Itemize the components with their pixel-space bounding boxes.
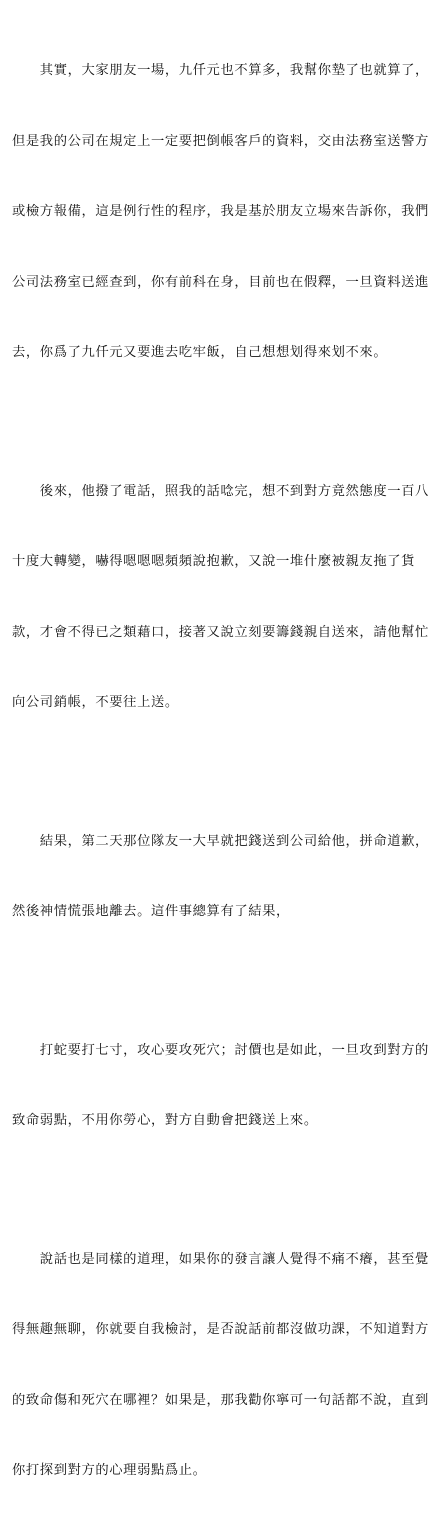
paragraph-4 [12,992,429,1180]
paragraph-1 [12,12,429,412]
paragraph-5 [12,1201,429,1530]
text-line: 打蛇要打七寸，攻心要攻死穴；討價也是如此，一旦攻到對方的 [12,1042,429,1058]
paragraph-spacer [12,762,417,783]
text-line: 去，你爲了九仟元又要進去吃牢飯，自己想想划得來划不來。 [12,345,388,360]
text-line: 十度大轉變，嚇得嗯嗯嗯頻頻說抱歉，又說一堆什麼被親友拖了貨 [12,554,416,569]
text-line: 結果，第二天那位隊友一大早就把錢送到公司給他，拼命道歉， [12,833,429,849]
text-line: 其實，大家朋友一場，九仟元也不算多，我幫你墊了也就算了， [12,63,429,78]
text-line: 致命弱點，不用你勞心，對方自動會把錢送上來。 [12,1113,318,1128]
text-line: 款，才會不得已之類藉口，接著又說立刻要籌錢親自送來，請他幫忙 [12,624,429,640]
paragraph-2 [12,433,429,762]
text-line: 的致命傷和死穴在哪裡？如果是，那我勸你寧可一句話都不說，直到 [12,1392,429,1408]
text-line: 但是我的公司在規定上一定要把倒帳客戶的資料，交由法務室送警方 [12,133,429,149]
text-line: 向公司銷帳，不要往上送。 [12,695,179,710]
paragraph-3 [12,783,429,971]
text-line: 說話也是同樣的道理，如果你的發言讓人覺得不痛不癢，甚至覺 [12,1251,429,1267]
text-line: 公司法務室已經查到，你有前科在身，目前也在假釋，一旦資料送進 [12,274,429,290]
text-line: 後來，他撥了電話，照我的話唸完，想不到對方竟然態度一百八 [12,483,429,499]
paragraph-spacer [12,971,417,992]
text-line: 你打探到對方的心理弱點爲止。 [12,1463,207,1478]
text-line: 得無趣無聊，你就要自我檢討，是否說話前都沒做功課，不知道對方 [12,1322,429,1337]
paragraph-spacer [12,1180,417,1201]
paragraph-spacer [12,412,417,433]
text-line: 或檢方報備，這是例行性的程序，我是基於朋友立場來告訴你，我們 [12,204,429,219]
text-line: 然後神情慌張地離去。這件事總算有了結果， [12,904,290,919]
